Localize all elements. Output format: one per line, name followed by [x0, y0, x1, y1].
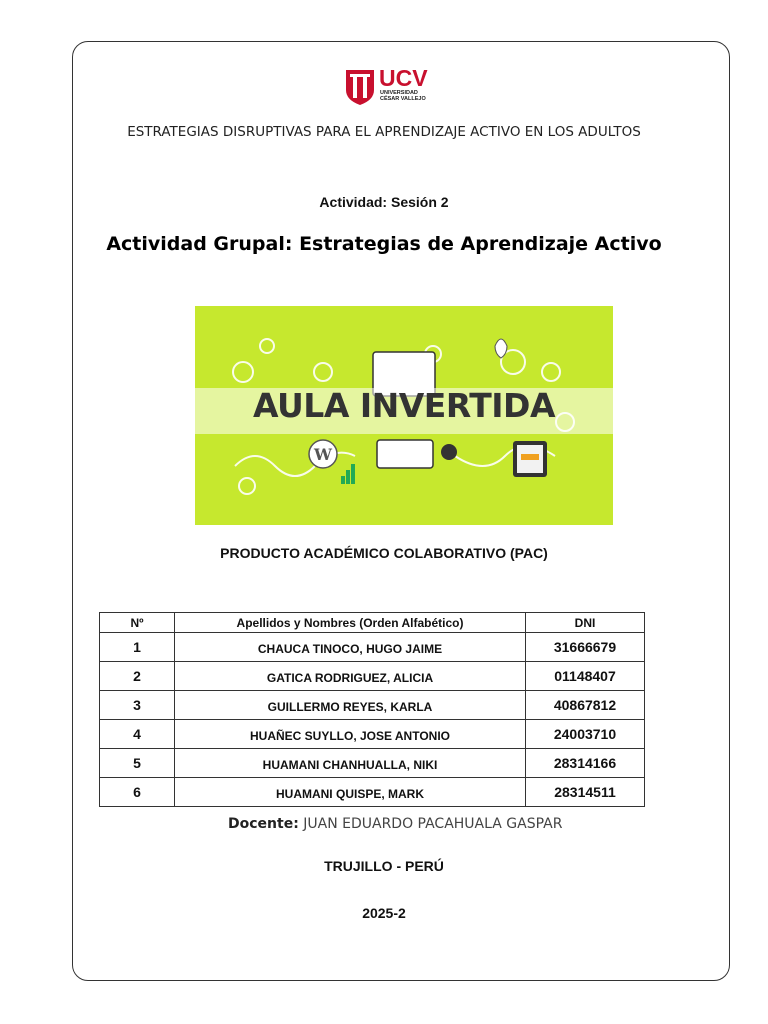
docente-name: JUAN EDUARDO PACAHUALA GASPAR [303, 816, 563, 832]
row-dni: 28314166 [526, 749, 645, 778]
table-row [100, 662, 645, 691]
table-row [100, 633, 645, 662]
course-title: ESTRATEGIAS DISRUPTIVAS PARA EL APRENDIZAJE ACTIVO EN LOS ADULTOS [127, 124, 641, 140]
banner-title: AULA INVERTIDA [252, 386, 555, 425]
logo-subtitle: UNIVERSIDAD CÉSAR VALLEJO [380, 90, 426, 102]
product-label: PRODUCTO ACADÉMICO COLABORATIVO (PAC) [220, 545, 548, 561]
header-number: Nº [100, 613, 175, 633]
activity-label: Actividad: Sesión 2 [319, 194, 449, 210]
docente-line [228, 816, 562, 832]
docente-label: Docente: [228, 816, 299, 832]
main-title: Actividad Grupal: Estrategias de Aprendizaje Activo [106, 233, 662, 255]
row-number: 3 [100, 691, 175, 720]
members-table [99, 612, 645, 807]
year-label: 2025-2 [362, 905, 406, 921]
banner-image [195, 306, 613, 525]
row-number: 5 [100, 749, 175, 778]
row-dni: 24003710 [526, 720, 645, 749]
row-name: GUILLERMO REYES, KARLA [175, 691, 526, 720]
row-name: HUAMANI CHANHUALLA, NIKI [175, 749, 526, 778]
row-name: HUAMANI QUISPE, MARK [175, 778, 526, 807]
table-header-row [100, 613, 645, 633]
header-name: Apellidos y Nombres (Orden Alfabético) [175, 613, 526, 633]
ucv-shield-icon [344, 68, 376, 106]
university-logo [344, 65, 434, 106]
table-row [100, 778, 645, 807]
header-dni: DNI [526, 613, 645, 633]
table-row [100, 691, 645, 720]
table-row [100, 720, 645, 749]
row-dni: 40867812 [526, 691, 645, 720]
table-row [100, 749, 645, 778]
row-name: HUAÑEC SUYLLO, JOSE ANTONIO [175, 720, 526, 749]
svg-text:W: W [314, 445, 332, 464]
row-name: GATICA RODRIGUEZ, ALICIA [175, 662, 526, 691]
row-number: 1 [100, 633, 175, 662]
logo-wordmark: UCV [379, 65, 428, 91]
row-dni: 28314511 [526, 778, 645, 807]
row-dni: 31666679 [526, 633, 645, 662]
city-label: TRUJILLO - PERÚ [324, 858, 444, 874]
row-number: 4 [100, 720, 175, 749]
row-number: 6 [100, 778, 175, 807]
row-dni: 01148407 [526, 662, 645, 691]
row-name: CHAUCA TINOCO, HUGO JAIME [175, 633, 526, 662]
row-number: 2 [100, 662, 175, 691]
